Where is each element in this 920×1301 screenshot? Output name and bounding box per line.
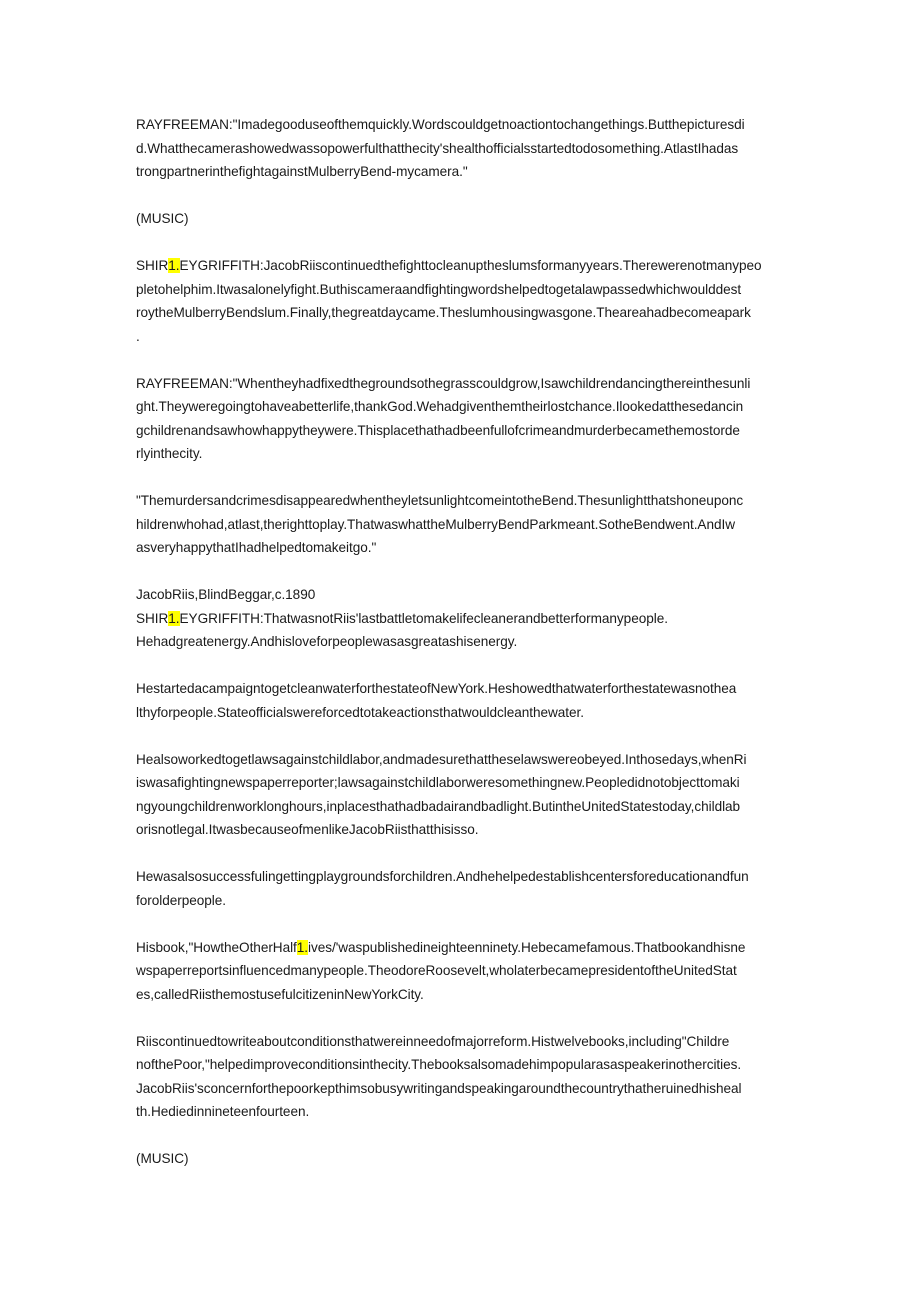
caption-text: JacobRiis,BlindBeggar,c.1890 [136, 587, 316, 602]
photo-caption [136, 583, 788, 607]
line: Hehadgreatenergy.Andhisloveforpeoplewasasgreatashisenergy. [136, 634, 518, 649]
music-cue: (MUSIC) [136, 211, 189, 226]
line: Riiscontinuedtowriteaboutconditionsthatwereinneedofmajorreform.Histwelvebooks,including"Childre [136, 1033, 730, 1049]
line: RAYFREEMAN:"Imadegooduseofthemquickly.Wordscouldgetnoactiontochangethings.Butthepicturesdi [136, 117, 745, 132]
paragraph-playgrounds [136, 865, 788, 912]
line: ght.Theyweregoingtohaveabetterlife,thankGod.Wehadgiventhemtheirlostchance.Ilookedatthesedancin [136, 399, 744, 414]
paragraph-twelve-books [136, 1030, 788, 1124]
line: JacobRiis'sconcernforthepoorkepthimsobusywritingandspeakingaroundthecountrythatheruinedhisheal [136, 1080, 742, 1096]
paragraph-music-1 [136, 207, 788, 231]
highlight-marker: 1. [296, 939, 309, 955]
document-body [136, 113, 788, 1171]
line: ngyoungchildrenworklonghours,inplacesthathadbadairandbadlight.ButintheUnitedStatestoday,childlab [136, 798, 741, 814]
line: trongpartnerinthefightagainstMulberryBend-mycamera." [136, 164, 468, 179]
text-fragment: Hisbook,"HowtheOtherHalf [136, 939, 297, 955]
paragraph-child-labor [136, 748, 788, 842]
text-fragment: SHIR [136, 610, 169, 626]
line: d.Whatthecamerashowedwassopowerfulthatthecity'shealthofficialsstartedtodosomething.AtlastIhadas [136, 140, 739, 156]
line: forolderpeople. [136, 892, 226, 908]
line: iswasafightingnewspaperreporter;lawsagainstchildlaborweresomethingnew.Peopledidnotobjecttomaki [136, 775, 740, 790]
line: orisnotlegal.ItwasbecauseofmenlikeJacobRiisthatthisisso. [136, 822, 479, 837]
paragraph-shirley-griffith-1 [136, 254, 788, 348]
highlight-marker: 1. [168, 258, 180, 273]
paragraph-shirley-griffith-2 [136, 607, 788, 654]
line: . [136, 328, 140, 344]
line: "ThemurdersandcrimesdisappearedwhentheyletsunlightcomeintotheBend.Thesunlightthatshoneuponc [136, 493, 744, 508]
line: wspaperreportsinfluencedmanypeople.TheodoreRoosevelt,wholaterbecamepresidentoftheUnitedStat [136, 963, 737, 978]
paragraph-music-2 [136, 1147, 788, 1171]
paragraph-ray-freeman-camera [136, 113, 788, 184]
line: SHIR1.EYGRIFFITH:JacobRiiscontinuedthefighttocleanuptheslumsformanyyears.Therewerenotmanypeo [136, 258, 762, 273]
line: SHIR1.EYGRIFFITH:ThatwasnotRiis'lastbattletomakelifecleanerandbetterformanypeople. [136, 610, 668, 626]
line: gchildrenandsawhowhappytheywere.Thisplacethathadbeenfullofcrimeandmurderbecamethemostorde [136, 422, 740, 438]
line: Hewasalsosuccessfulingettingplaygroundsforchildren.Andhehelpedestablishcentersforeducationandfun [136, 869, 749, 884]
line: HestartedacampaigntogetcleanwaterforthestateofNewYork.Heshowedthatwaterforthestatewasnothea [136, 681, 737, 696]
text-fragment: SHIR [136, 258, 169, 273]
line: pletohelphim.Itwasalonelyfight.Buthiscameraandfightingwordshelpedtogetalawpassedwhichwoulddest [136, 281, 742, 297]
line: RAYFREEMAN:"Whentheyhadfixedthegroundsothegrasscouldgrow,Isawchildrendancingthereinthesunli [136, 375, 751, 391]
paragraph-murders-disappeared [136, 489, 788, 560]
line: roytheMulberryBendslum.Finally,thegreatdaycame.Theslumhousingwasgone.Theareahadbecomeapark [136, 305, 751, 320]
line: Hisbook,"HowtheOtherHalf1.ives/'waspublishedineighteenninety.Hebecamefamous.Thatbookandhisne [136, 939, 746, 955]
line: lthyforpeople.Stateofficialswereforcedtotakeactionsthatwouldcleanthewater. [136, 704, 584, 720]
line: Healsoworkedtogetlawsagainstchildlabor,andmadesurethattheselawswereobeyed.Inthosedays,whenRi [136, 751, 747, 767]
line: es,calledRiisthemostusefulcitizeninNewYorkCity. [136, 986, 424, 1002]
line: asveryhappythatIhadhelpedtomakeitgo." [136, 540, 377, 555]
highlight-marker: 1. [168, 610, 180, 626]
music-cue: (MUSIC) [136, 1151, 189, 1166]
line: rlyinthecity. [136, 446, 203, 461]
line: nofthePoor,"helpedimproveconditionsinthecity.Thebooksalsomadehimpopularasaspeakerinothercities. [136, 1057, 742, 1072]
paragraph-ray-freeman-children [136, 372, 788, 466]
line: hildrenwhohad,atlast,therighttoplay.ThatwaswhattheMulberryBendParkmeant.SotheBendwent.AndIw [136, 516, 735, 532]
paragraph-book [136, 936, 788, 1007]
paragraph-clean-water [136, 677, 788, 724]
line: th.Hediedinnineteenfourteen. [136, 1104, 310, 1119]
